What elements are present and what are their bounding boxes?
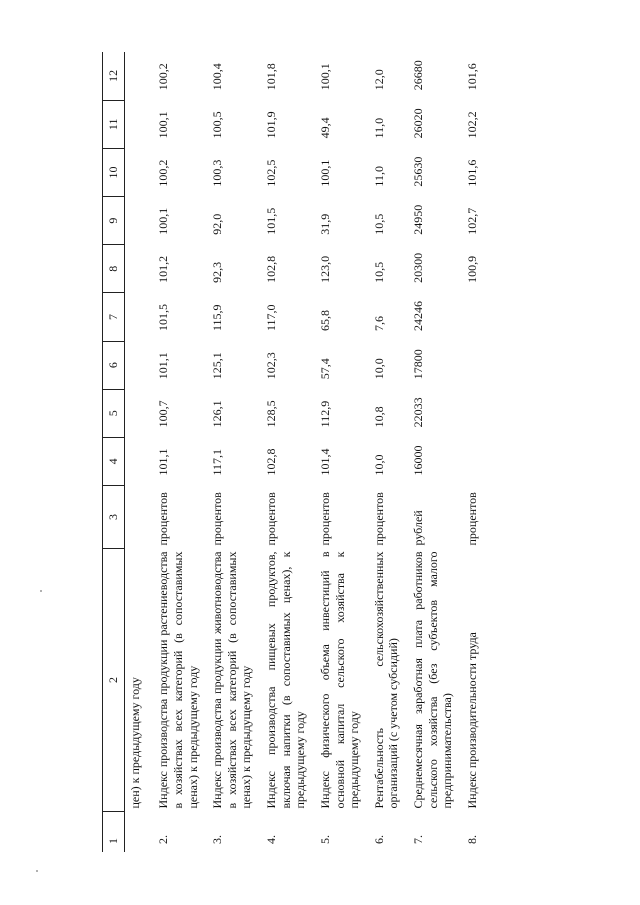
value-cell: 26680 <box>411 60 425 91</box>
value-cell: 125,1 <box>210 352 225 380</box>
value-cell: 49,4 <box>317 117 332 139</box>
value-cell: 101,4 <box>317 448 332 476</box>
unit-cell: процентов <box>317 492 332 546</box>
value-cell: 128,5 <box>264 400 278 428</box>
value-cell: 100,4 <box>210 63 225 91</box>
value-cell <box>459 293 484 341</box>
value-cell: 100,1 <box>156 111 171 139</box>
header-cell: 5 <box>103 389 125 437</box>
unit-cell: процентов <box>156 492 171 546</box>
header-cell: 7 <box>103 293 125 341</box>
table-row <box>405 52 459 852</box>
header-cell: 11 <box>103 100 125 148</box>
continuation-row <box>124 52 150 852</box>
value-cell: 10,0 <box>371 358 386 380</box>
value-cell: 101,1 <box>156 352 171 380</box>
header-cell: 6 <box>103 341 125 389</box>
value-cell: 16000 <box>411 445 425 476</box>
value-cell: 115,9 <box>210 304 225 332</box>
indicator-name: Индекс физического объема инвестиций в основной капитал сельского хозяйства к предыдущему году <box>317 551 362 809</box>
value-cell: 123,0 <box>317 255 332 283</box>
value-cell: 102,3 <box>264 352 278 380</box>
scan-speck <box>40 590 42 592</box>
value-cell: 24246 <box>411 301 425 332</box>
value-cell: 7,6 <box>371 316 386 332</box>
value-cell: 65,8 <box>317 310 332 332</box>
continuation-text: цен) к предыдущему году <box>127 677 142 809</box>
value-cell: 10,8 <box>371 406 386 428</box>
value-cell: 117,0 <box>264 304 278 332</box>
value-cell: 31,9 <box>317 213 332 235</box>
value-cell: 101,6 <box>464 63 479 91</box>
table-row <box>204 52 258 852</box>
row-number: 7. <box>411 835 425 844</box>
value-cell: 10,5 <box>371 261 386 283</box>
value-cell: 17800 <box>411 349 425 380</box>
header-cell: 9 <box>103 197 125 245</box>
value-cell <box>459 389 484 437</box>
table-body <box>103 52 484 852</box>
value-cell: 92,0 <box>210 213 225 235</box>
value-cell: 10,5 <box>371 213 386 235</box>
value-cell: 101,5 <box>156 304 171 332</box>
value-cell: 100,9 <box>464 255 479 283</box>
value-cell: 26020 <box>411 108 425 139</box>
unit-cell: рублей <box>411 510 425 546</box>
indicators-table <box>102 52 484 852</box>
header-cell: 4 <box>103 437 125 485</box>
value-cell: 24950 <box>411 204 425 235</box>
row-number: 5. <box>317 835 332 844</box>
value-cell: 102,5 <box>264 159 278 187</box>
row-number: 4. <box>264 835 278 844</box>
table-row <box>459 52 484 852</box>
row-number: 6. <box>371 835 386 844</box>
value-cell: 112,9 <box>317 400 332 428</box>
row-number: 8. <box>464 835 479 844</box>
indicator-name: Индекс производительности труда <box>464 632 479 809</box>
indicator-name: Индекс производства продукции растениеводства в хозяйствах всех категорий (в сопоставимых ценах) к предыдущему году <box>156 551 200 809</box>
value-cell: 57,4 <box>317 358 332 380</box>
header-cell: 3 <box>103 486 125 549</box>
indicator-name: Рентабельность сельскохозяйственных организаций (с учетом субсидий) <box>371 551 401 809</box>
table-row <box>312 52 366 852</box>
table-row <box>366 52 405 852</box>
row-number: 2. <box>156 835 171 844</box>
indicator-name: Среднемесячная заработная плата работников сельского хозяйства (без субъектов малого предпринимательства) <box>411 551 455 809</box>
value-cell: 102,8 <box>264 448 278 476</box>
empty-cell <box>124 812 150 853</box>
value-cell: 102,7 <box>464 207 479 235</box>
row-number: 3. <box>210 835 225 844</box>
value-cell: 10,0 <box>371 454 386 476</box>
unit-cell: процентов <box>464 492 479 546</box>
value-cell: 22033 <box>411 397 425 428</box>
value-cell: 100,3 <box>210 159 225 187</box>
scan-speck <box>36 870 38 872</box>
value-cell: 25630 <box>411 156 425 187</box>
indicator-name: Индекс производства продукции животноводства в хозяйствах всех категорий (в сопоставимых ценах) к предыдущему году <box>210 551 254 809</box>
empty-cell <box>124 52 150 549</box>
value-cell: 101,5 <box>264 207 278 235</box>
value-cell: 101,9 <box>264 111 278 139</box>
value-cell: 100,1 <box>317 63 332 91</box>
value-cell: 100,2 <box>156 63 171 91</box>
value-cell: 100,1 <box>156 207 171 235</box>
value-cell: 101,1 <box>156 448 171 476</box>
value-cell: 11,0 <box>371 166 386 187</box>
value-cell: 100,7 <box>156 400 171 428</box>
header-cell: 10 <box>103 148 125 196</box>
table-row <box>150 52 204 852</box>
column-number-header <box>103 52 125 852</box>
value-cell: 126,1 <box>210 400 225 428</box>
unit-cell: процентов <box>371 492 386 546</box>
value-cell: 101,8 <box>264 63 278 91</box>
value-cell: 100,1 <box>317 159 332 187</box>
value-cell: 100,2 <box>156 159 171 187</box>
value-cell: 20300 <box>411 252 425 283</box>
value-cell: 100,5 <box>210 111 225 139</box>
value-cell <box>459 437 484 485</box>
indicator-name: Индекс производства пищевых продуктов, включая напитки (в сопоставимых ценах), к предыдущему году <box>264 551 308 809</box>
header-cell: 2 <box>103 549 125 812</box>
unit-cell: процентов <box>210 492 225 546</box>
value-cell: 11,0 <box>371 117 386 139</box>
value-cell: 92,3 <box>210 261 225 283</box>
value-cell: 117,1 <box>210 448 225 476</box>
value-cell: 102,8 <box>264 255 278 283</box>
header-cell: 1 <box>103 812 125 853</box>
unit-cell: процентов <box>264 492 278 546</box>
table-row <box>258 52 312 852</box>
value-cell: 101,2 <box>156 255 171 283</box>
value-cell: 12,0 <box>371 69 386 91</box>
header-cell: 12 <box>103 52 125 100</box>
value-cell: 102,2 <box>464 111 479 139</box>
header-cell: 8 <box>103 245 125 293</box>
value-cell: 101,6 <box>464 159 479 187</box>
rotated-table-wrapper <box>102 52 614 852</box>
value-cell <box>459 341 484 389</box>
